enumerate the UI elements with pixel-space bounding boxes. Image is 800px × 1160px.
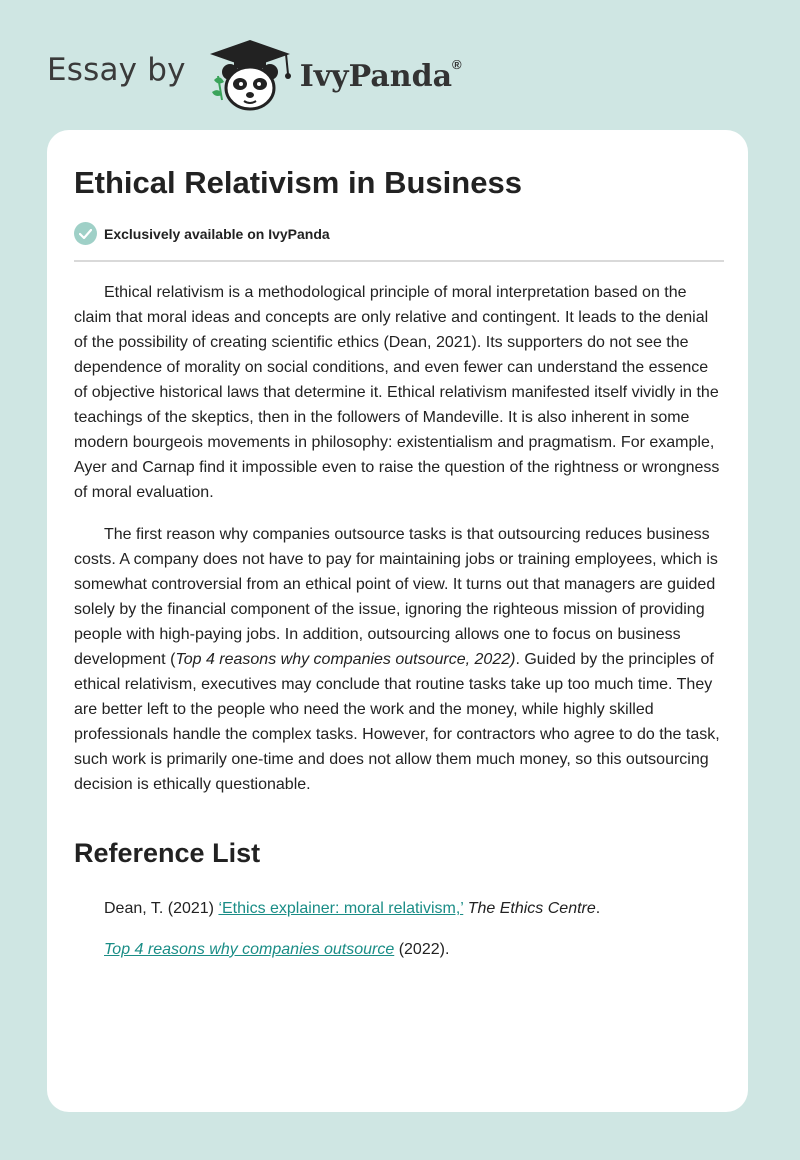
exclusive-badge-label: Exclusively available on IvyPanda: [104, 225, 330, 242]
reference-list: [104, 896, 724, 978]
ivypanda-logo-icon[interactable]: [204, 36, 296, 112]
divider: [74, 260, 724, 262]
reference-link-top4[interactable]: Top 4 reasons why companies outsource: [104, 941, 395, 958]
exclusive-badge: [74, 222, 330, 245]
paragraph: Ethical relativism is a methodological principle of moral interpretation based on the claim that moral ideas and concepts are only relative and contingent. It leads to the denial of the possibility of creating scientific ethics (Dean, 2021). Its supporters do not see the dependence of morality on social conditions, and even fewer can understand the essence of objective historical laws that determine it. Ethical relativism manifested itself vividly in the teachings of the skeptics, then in the followers of Mandeville. It is also inherent in some modern bourgeois movements in philosophy: existentialism and pragmatism. For example, Ayer and Carnap find it impossible even to raise the question of the rightness or wrongness of moral evaluation.: [74, 284, 720, 501]
paragraph: The first reason why companies outsource tasks is that outsourcing reduces business costs. A company does not have to pay for maintaining jobs or training employees, which is somewhat controversial from an ethical point of view. It turns out that managers are guided solely by the financial component of the issue, ignoring the righteous mission of providing people with high-paying jobs. In addition, outsourcing allows one to focus on business development (Top 4 reasons why companies outsource, 2022). Guided by the principles of ethical relativism, executives may conclude that routine tasks take up too much time. They are better left to the people who need the work and the money, while highly skilled professionals handle the complex tasks. However, for contractors who agree to do the task, such work is primarily one-time and does not allow them much money, so this outsourcing decision is ethically questionable.: [74, 526, 720, 793]
reference-list-heading: Reference List: [74, 838, 261, 868]
check-icon: [74, 222, 97, 245]
page-title: Ethical Relativism in Business: [74, 165, 522, 200]
registered-mark: ®: [452, 56, 462, 72]
reference-item: Dean, T. (2021) ‘Ethics explainer: moral relativism,’ The Ethics Centre.: [104, 900, 601, 917]
reference-item: Top 4 reasons why companies outsource (2022).: [104, 941, 450, 958]
essay-body: [74, 280, 724, 814]
reference-source: The Ethics Centre: [467, 900, 596, 917]
reference-link-dean[interactable]: ‘Ethics explainer: moral relativism,’: [218, 900, 464, 917]
inline-citation: Top 4 reasons why companies outsource, 2022): [175, 651, 516, 668]
essay-by-label: Essay by: [47, 52, 186, 88]
site-header: [47, 36, 462, 112]
brand-name[interactable]: IvyPanda®: [299, 56, 462, 94]
essay-card: [47, 130, 748, 1112]
